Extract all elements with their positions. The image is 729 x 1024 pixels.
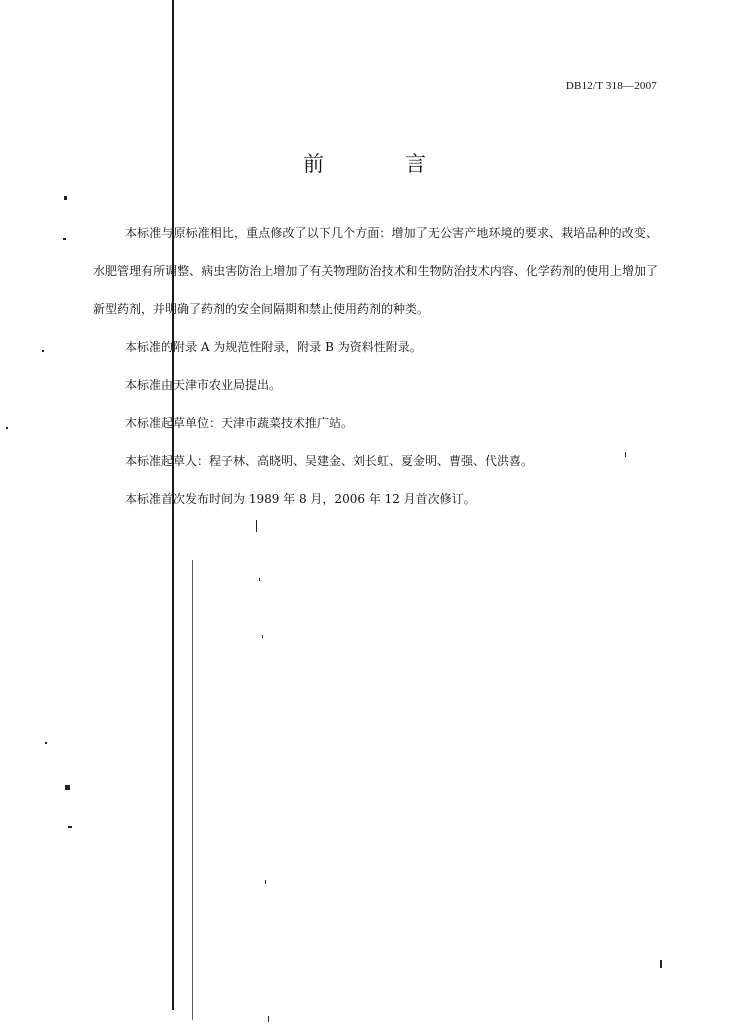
- document-code: DB12/T 318—2007: [565, 80, 657, 92]
- foreword-body: [93, 214, 658, 518]
- paragraph-revisions: 本标准与原标准相比，重点修改了以下几个方面：增加了无公害产地环境的要求、栽培品种的改变、水肥管理有所调整、病虫害防治上增加了有关物理防治技术和生物防治技术内容、化学药剂的使用上增加了新型药剂，并明确了药剂的安全间隔期和禁止使用药剂的种类。: [93, 226, 658, 316]
- paragraph-drafters: 本标准起草人：程子林、高晓明、吴建金、刘长虹、夏金明、曹强、代洪喜。: [125, 454, 534, 468]
- scan-artifact-line-lower: [192, 560, 193, 1020]
- page-title: 前 言: [303, 152, 456, 176]
- paragraph-proposer: 本标准由天津市农业局提出。: [125, 378, 282, 392]
- paragraph-history: 本标准首次发布时间为 1989 年 8 月，2006 年 12 月首次修订。: [125, 492, 476, 506]
- paragraph-appendix: 本标准的附录 A 为规范性附录，附录 B 为资料性附录。: [125, 340, 422, 354]
- paragraph-drafting-unit: 木标准起草单位：天津市蔬菜技术推广站。: [125, 416, 354, 430]
